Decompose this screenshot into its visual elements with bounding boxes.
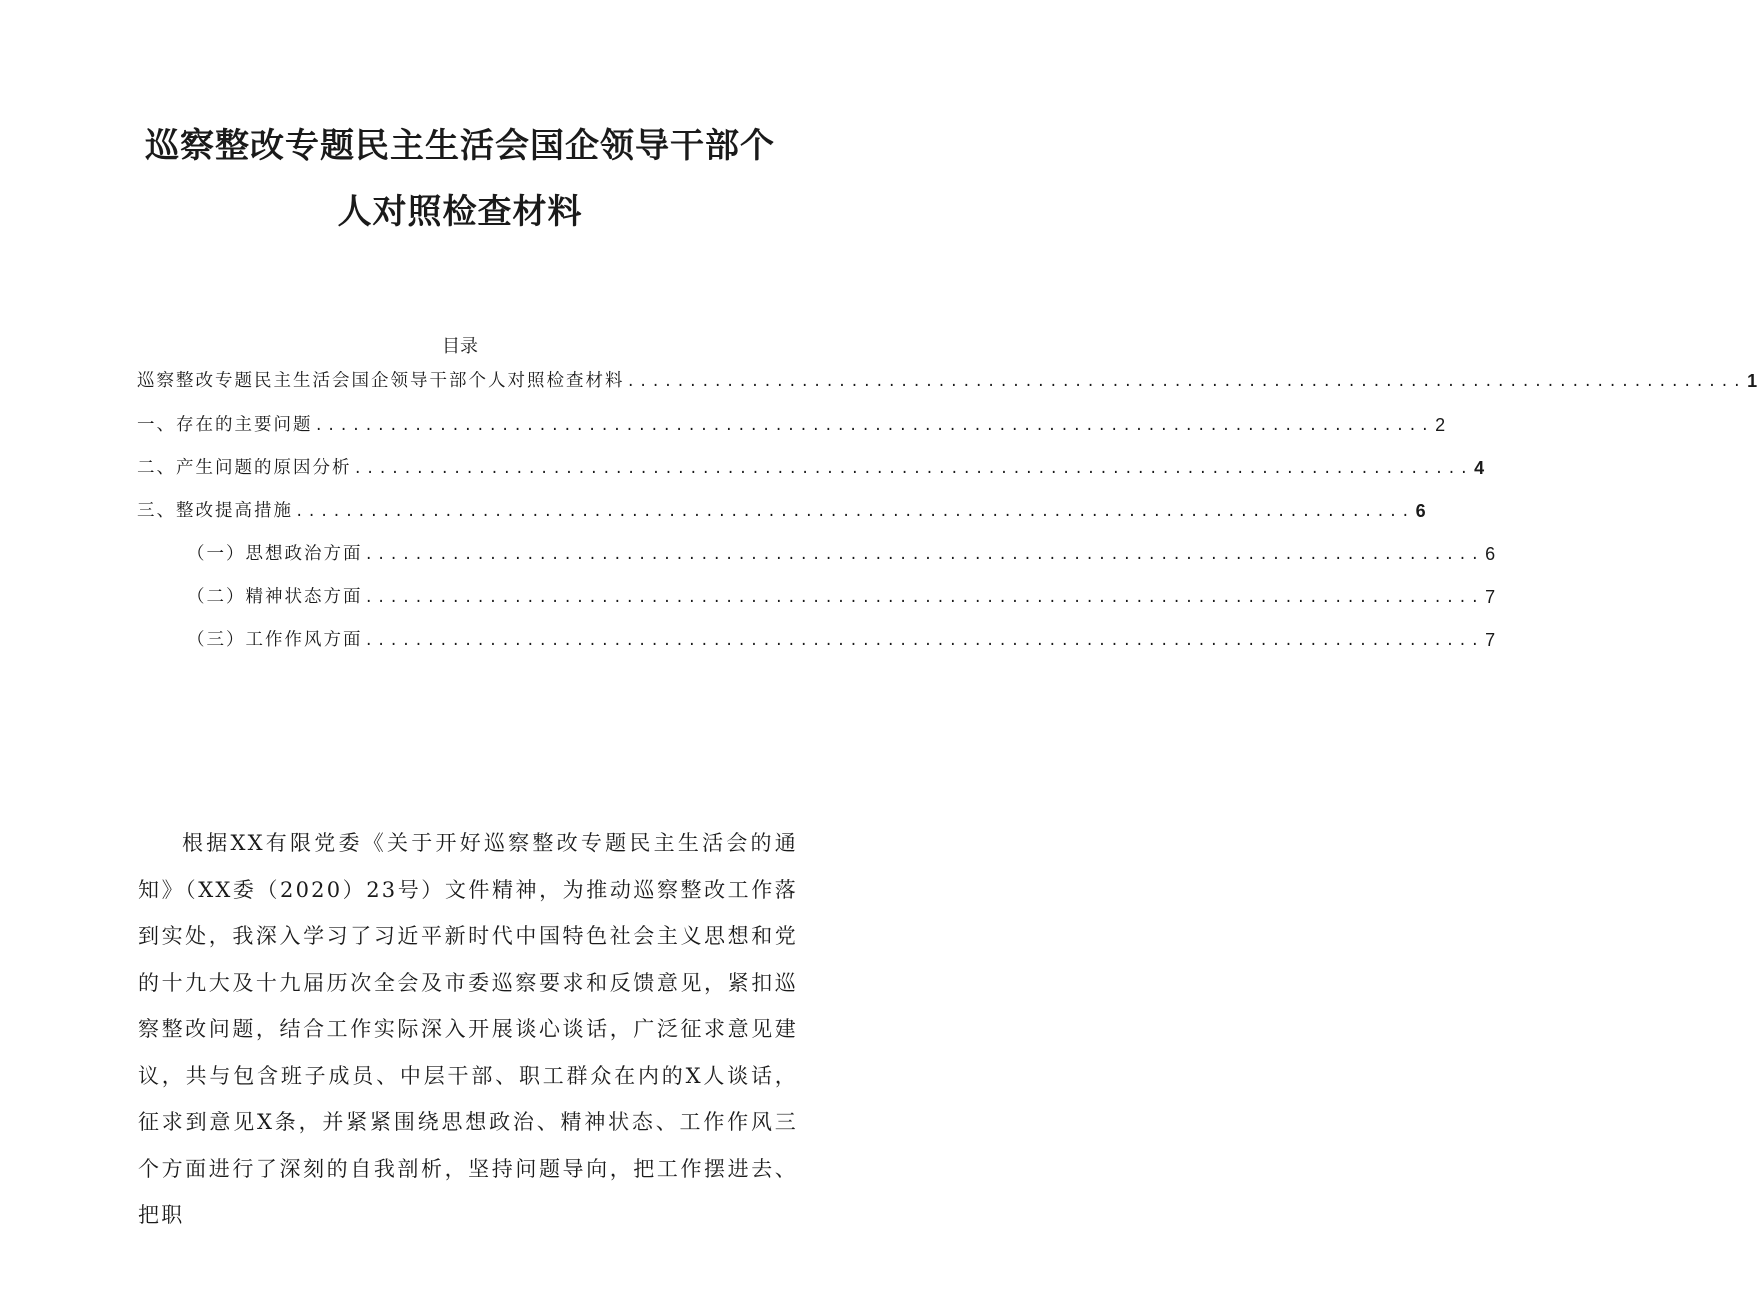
- toc-entry[interactable]: [187, 580, 1496, 608]
- toc-entry-page: 7: [1485, 587, 1496, 607]
- toc-leader-dots: ..........................................................................................: [295, 504, 1414, 520]
- toc-entry-page: 6: [1485, 544, 1496, 564]
- toc-entry[interactable]: [187, 623, 1496, 651]
- toc-entry[interactable]: [187, 537, 1496, 565]
- toc-leader-dots: ..........................................................................................: [364, 590, 1484, 606]
- toc-heading: 目录: [442, 336, 478, 357]
- toc-leader-dots: ..........................................................................................: [353, 461, 1473, 477]
- toc-entry-label: 二、产生问题的原因分析: [137, 458, 352, 478]
- toc-entry-label: 巡察整改专题民主生活会国企领导干部个人对照检查材料: [137, 371, 625, 391]
- toc-leader-dots: ..........................................................................................: [626, 374, 1746, 390]
- toc-leader-dots: ..........................................................................................: [364, 547, 1484, 563]
- toc-entry-label: （一）思想政治方面: [187, 544, 363, 564]
- toc-entry-label: 一、存在的主要问题: [137, 415, 313, 435]
- toc-entry[interactable]: [137, 451, 1485, 479]
- body-paragraph: 根据XX有限党委《关于开好巡察整改专题民主生活会的通知》（XX委（2020）23号）文件精神，为推动巡察整改工作落到实处，我深入学习了习近平新时代中国特色社会主义思想和党的十九大及十九届历次全会及市委巡察要求和反馈意见，紧扣巡察整改问题，结合工作实际深入开展谈心谈话，广泛征求意见建议，共与包含班子成员、中层干部、职工群众在内的X人谈话，征求到意见X条，并紧紧围绕思想政治、精神状态、工作作风三个方面进行了深刻的自我剖析，坚持问题导向，把工作摆进去、把职: [138, 831, 798, 1227]
- toc-entry-page: 1: [1747, 371, 1757, 391]
- toc-entry-page: 6: [1415, 501, 1426, 521]
- document-title-line-2: 人对照检查材料: [337, 192, 583, 232]
- toc-entry-page: 2: [1435, 415, 1446, 435]
- toc-entry[interactable]: [137, 408, 1446, 436]
- toc-entry[interactable]: [137, 364, 1757, 392]
- toc-entry[interactable]: [137, 494, 1426, 522]
- toc-leader-dots: ..........................................................................................: [364, 633, 1484, 649]
- toc-entry-label: （二）精神状态方面: [187, 587, 363, 607]
- toc-entry-page: 4: [1474, 458, 1485, 478]
- toc-leader-dots: ..........................................................................................: [314, 418, 1434, 434]
- toc-entry-label: 三、整改提高措施: [137, 501, 293, 521]
- toc-entry-page: 7: [1485, 630, 1496, 650]
- document-title-line-1: 巡察整改专题民主生活会国企领导干部个: [145, 126, 775, 166]
- toc-entry-label: （三）工作作风方面: [187, 630, 363, 650]
